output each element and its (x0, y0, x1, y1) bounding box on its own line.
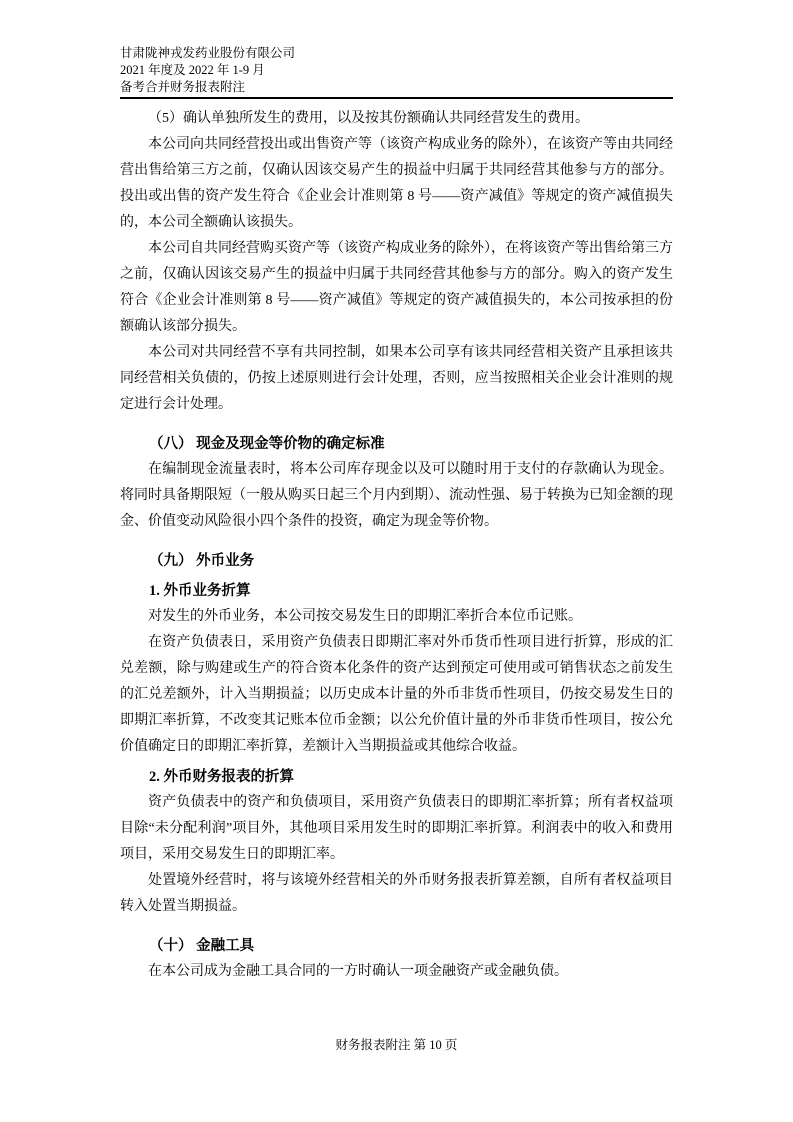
section-heading: （九） 外币业务 (149, 553, 255, 569)
body-paragraph: 本公司自共同经营购买资产等（该资产构成业务的除外），在将该资产等出售给第三方之前，仅确认因该交易产生的损益中归属于共同经营其他参与方的部分。购入的资产发生符合《企业会计准则第 8 号——资产减值》等规定的资产减值损失的，本公司按承担的份额确认该部分损失。 (120, 241, 673, 334)
page-header (120, 45, 673, 96)
header-doc-title: 备考合并财务报表附注 (120, 80, 246, 94)
header-company-name: 甘肃陇神戎发药业股份有限公司 (120, 46, 296, 60)
footer-page-label: 财务报表附注 第 10 页 (335, 1038, 458, 1052)
body-paragraph: 本公司向共同经营投出或出售资产等（该资产构成业务的除外），在该资产等由共同经营出售给第三方之前，仅确认因该交易产生的损益中归属于共同经营其他参与方的部分。投出或出售的资产发生符合《企业会计准则第 8 号——资产减值》等规定的资产减值损失的，本公司全额确认该损失。 (120, 137, 673, 230)
body-paragraph: 在编制现金流量表时，将本公司库存现金以及可以随时用于支付的存款确认为现金。将同时具备期限短（一般从购买日起三个月内到期）、流动性强、易于转换为已知金额的现金、价值变动风险很小四个条件的投资，确定为现金等价物。 (120, 462, 673, 529)
body-paragraph: 在资产负债表日，采用资产负债表日即期汇率对外币货币性项目进行折算，形成的汇兑差额，除与购建或生产的符合资本化条件的资产达到预定可使用或可销售状态之前发生的汇兑差额外，计入当期损益；以历史成本计量的外币非货币性项目，仍按交易发生日的即期汇率折算，不改变其记账本位币金额；以公允价值计量的外币非货币性项目，按公允价值确定日的即期汇率折算，差额计入当期损益或其他综合收益。 (120, 635, 673, 754)
body-paragraph: 对发生的外币业务，本公司按交易发生日的即期汇率折合本位币记账。 (148, 609, 582, 624)
section-heading: （十） 金融工具 (149, 938, 255, 954)
document-body (120, 106, 673, 985)
page-footer (0, 1036, 793, 1054)
sub-heading: 1. 外币业务折算 (149, 583, 251, 599)
body-paragraph: 本公司对共同经营不享有共同控制，如果本公司享有该共同经营相关资产且承担该共同经营相关负债的，仍按上述原则进行会计处理，否则，应当按照相关企业会计准则的规定进行会计处理。 (120, 345, 673, 412)
body-paragraph: （5）确认单独所发生的费用，以及按其份额确认共同经营发生的费用。 (148, 111, 589, 126)
body-paragraph: 在本公司成为金融工具合同的一方时确认一项金融资产或金融负债。 (148, 964, 568, 979)
body-paragraph: 资产负债表中的资产和负债项目，采用资产负债表日的即期汇率折算；所有者权益项目除“未分配利润”项目外，其他项目采用发生时的即期汇率折算。利润表中的收入和费用项目，采用交易发生日的即期汇率。 (120, 795, 673, 862)
header-divider-rule (120, 97, 673, 99)
body-paragraph: 处置境外经营时，将与该境外经营相关的外币财务报表折算差额，自所有者权益项目转入处置当期损益。 (120, 873, 673, 914)
sub-heading: 2. 外币财务报表的折算 (149, 769, 294, 785)
header-report-period: 2021 年度及 2022 年 1-9 月 (120, 63, 265, 77)
section-heading: （八） 现金及现金等价物的确定标准 (149, 436, 385, 452)
